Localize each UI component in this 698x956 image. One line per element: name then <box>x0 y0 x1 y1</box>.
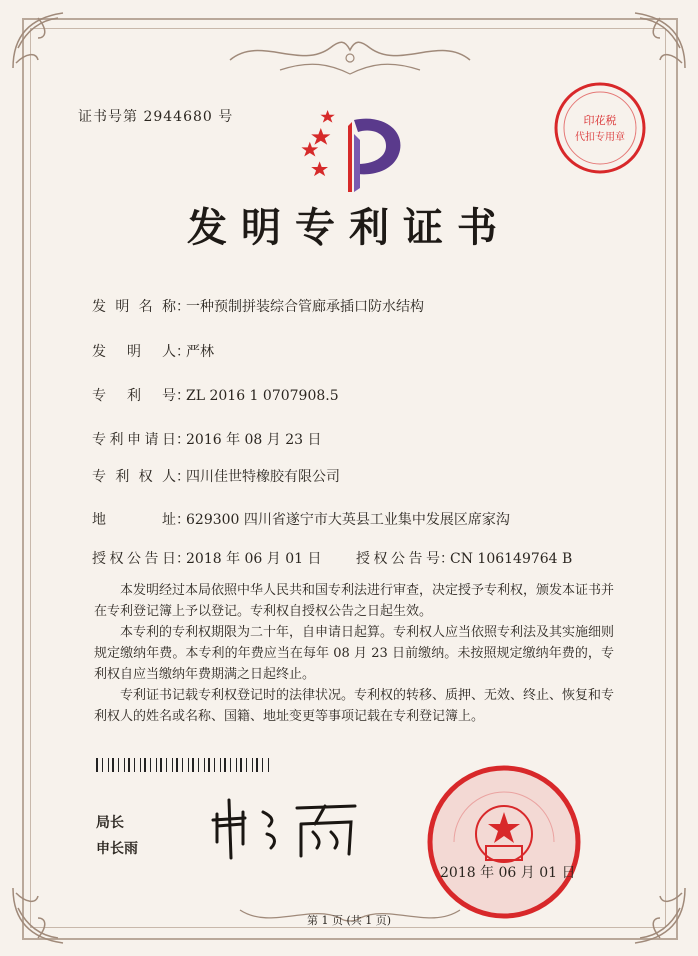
field-value: 四川佳世特橡胶有限公司 <box>186 469 340 485</box>
barcode-bar <box>208 758 210 772</box>
field-grant-date: 授权公告日：2018 年 06 月 01 日 <box>92 548 322 568</box>
barcode-bar <box>160 758 162 772</box>
corner-ornament <box>620 8 690 78</box>
barcode-bar <box>102 758 103 772</box>
barcode-bar <box>224 758 226 772</box>
field-value: 2018 年 06 月 01 日 <box>186 551 322 567</box>
national-ip-seal <box>424 762 584 922</box>
field-application-date: 专利申请日：2016 年 08 月 23 日 <box>92 429 322 449</box>
barcode-bar <box>256 758 258 772</box>
barcode-bar <box>246 758 247 772</box>
field-label: 发 明 名 称 <box>92 299 176 315</box>
barcode-bar <box>268 758 269 772</box>
field-label: 授权公告日 <box>92 551 176 567</box>
field-invention-name: 发 明 名 称：一种预制拼装综合管廊承插口防水结构 <box>92 296 424 316</box>
barcode-bar <box>204 758 205 772</box>
field-patentee: 专 利 权 人：四川佳世特橡胶有限公司 <box>92 466 340 486</box>
barcode <box>96 758 272 772</box>
barcode-bar <box>230 758 231 772</box>
field-value: 严林 <box>186 344 214 360</box>
certificate-number <box>78 106 233 126</box>
field-inventor: 发 明 人：严林 <box>92 341 214 361</box>
body-paragraph: 本发明经过本局依照中华人民共和国专利法进行审查，决定授予专利权，颁发本证书并在专利登记簿上予以登记。专利权自授权公告之日起生效。 <box>94 583 615 619</box>
barcode-bar <box>108 758 109 772</box>
barcode-bar <box>156 758 157 772</box>
director-name: 申长雨 <box>96 841 138 857</box>
certificate-number-label: 证书号第 <box>78 109 138 125</box>
barcode-bar <box>172 758 173 772</box>
director-title: 局长 <box>96 815 124 831</box>
field-value: 629300 四川省遂宁市大英县工业集中发展区席家沟 <box>186 512 510 528</box>
stamp-top-line2: 代扣专用章 <box>575 132 625 143</box>
barcode-bar <box>188 758 189 772</box>
barcode-bar <box>124 758 125 772</box>
barcode-bar <box>144 758 146 772</box>
field-value: CN 106149764 B <box>450 551 573 567</box>
barcode-bar <box>198 758 199 772</box>
field-label: 发 明 人 <box>92 344 176 360</box>
field-patent-no: 专 利 号：ZL 2016 1 0707908.5 <box>92 385 339 405</box>
barcode-bar <box>128 758 130 772</box>
certificate-number-value: 2944680 <box>143 109 213 125</box>
certificate-body <box>94 580 614 727</box>
field-grant-no: 授权公告号：CN 106149764 B <box>356 548 572 568</box>
barcode-bar <box>220 758 221 772</box>
body-paragraph: 专利证书记载专利权登记时的法律状况。专利权的转移、质押、无效、终止、恢复和专利权人的姓名或名称、国籍、地址变更等事项记载在专利登记簿上。 <box>94 688 615 724</box>
barcode-bar <box>252 758 253 772</box>
barcode-bar <box>236 758 237 772</box>
barcode-bar <box>182 758 183 772</box>
body-paragraph: 本专利的专利权期限为二十年，自申请日起算。专利权人应当依照专利法及其实施细则规定缴纳年费。本专利的年费应当在每年 08 月 23 日前缴纳。未按照规定缴纳年费的，专利权自应当缴纳年费期满之日起终止。 <box>94 625 615 682</box>
barcode-bar <box>240 758 242 772</box>
stamp-top-line1: 印花税 <box>583 114 617 127</box>
field-label: 地 址 <box>92 512 176 528</box>
barcode-bar <box>118 758 119 772</box>
barcode-bar <box>192 758 194 772</box>
field-label: 专 利 权 人 <box>92 469 176 485</box>
barcode-bar <box>112 758 114 772</box>
barcode-bar <box>140 758 141 772</box>
barcode-bar <box>262 758 263 772</box>
barcode-bar <box>150 758 151 772</box>
barcode-bar <box>176 758 178 772</box>
corner-ornament <box>8 8 78 78</box>
certificate-title: 发明专利证书 <box>187 204 511 251</box>
field-label: 授权公告号 <box>356 551 440 567</box>
field-value: ZL 2016 1 0707908.5 <box>186 388 339 404</box>
patent-office-logo <box>300 104 410 200</box>
field-value: 一种预制拼装综合管廊承插口防水结构 <box>186 299 424 315</box>
field-label: 专利申请日 <box>92 432 176 448</box>
barcode-bar <box>214 758 215 772</box>
barcode-bar <box>166 758 167 772</box>
field-label: 专 利 号 <box>92 388 176 404</box>
top-ornament <box>220 30 480 78</box>
field-value: 2016 年 08 月 23 日 <box>186 432 322 448</box>
stamp-top-right <box>550 78 650 178</box>
director-signature <box>205 790 365 862</box>
field-address: 地 址：629300 四川省遂宁市大英县工业集中发展区席家沟 <box>92 509 510 529</box>
certificate-number-suffix: 号 <box>218 109 234 125</box>
page-number: 第 1 页 (共 1 页) <box>306 914 392 927</box>
seal-date: 2018 年 06 月 01 日 <box>440 865 576 881</box>
barcode-bar <box>134 758 135 772</box>
barcode-bar <box>96 758 98 772</box>
